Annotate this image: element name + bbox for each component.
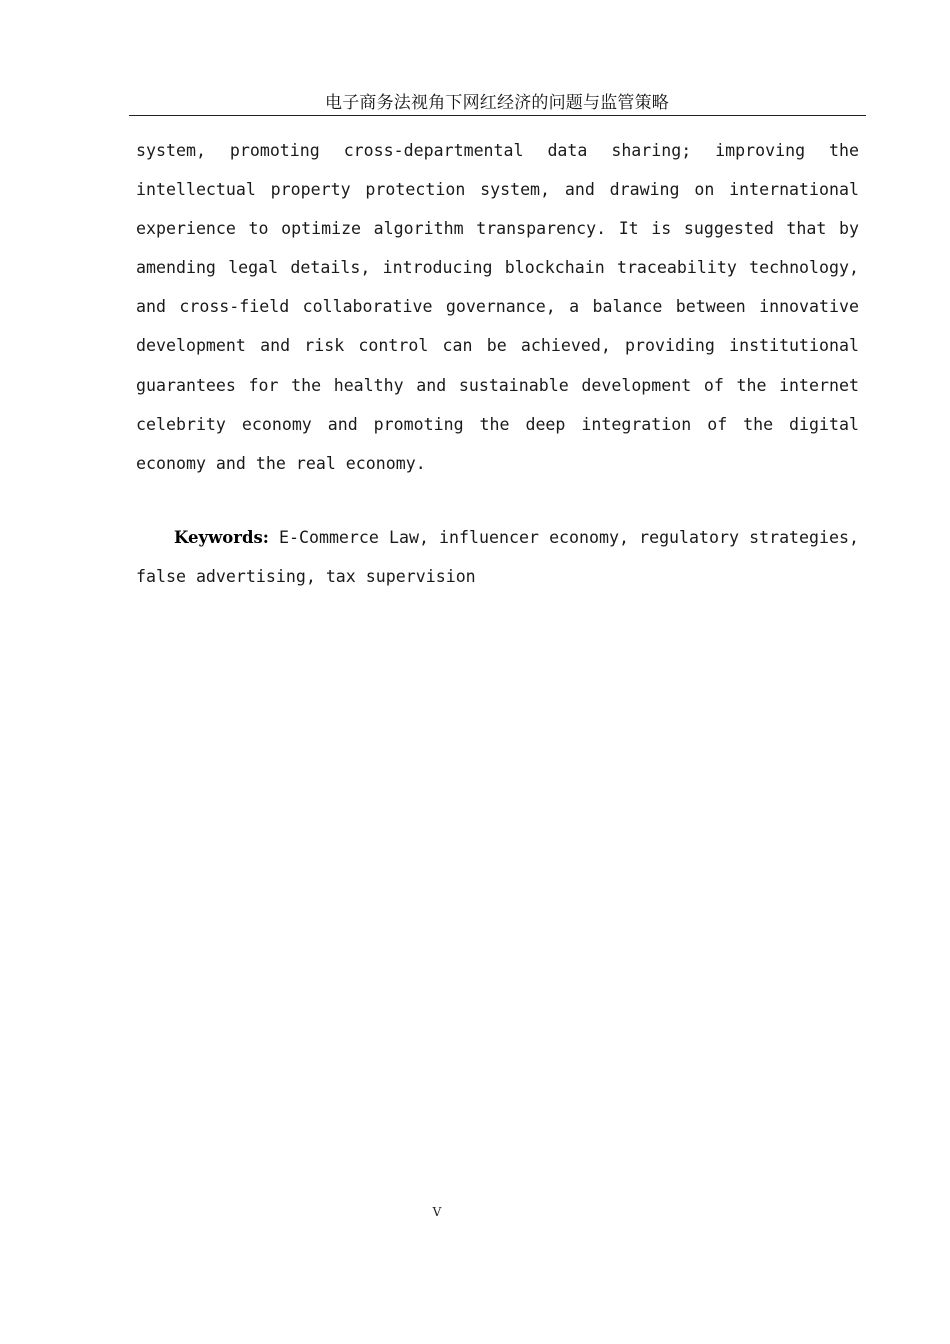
keywords-list: E-Commerce Law, influencer economy, regulatory strategies, false advertising, tax supervision bbox=[136, 528, 859, 586]
keywords-label: Keywords: bbox=[174, 528, 269, 547]
running-header-title: 电子商务法视角下网红经济的问题与监管策略 bbox=[325, 93, 669, 113]
keywords-paragraph bbox=[136, 518, 859, 596]
page-number: V bbox=[432, 1205, 442, 1219]
abstract-paragraph: system, promoting cross-departmental data sharing; improving the intellectual property protection system, and drawing on international experience to optimize algorithm transparency. It is suggested that by amending legal details, introducing blockchain traceability technology, and cross-field collaborative governance, a balance between innovative development and risk control can be achieved, providing institutional guarantees for the healthy and sustainable development of the internet celebrity economy and promoting the deep integration of the digital economy and the real economy. bbox=[136, 141, 859, 473]
header-divider bbox=[129, 115, 866, 116]
